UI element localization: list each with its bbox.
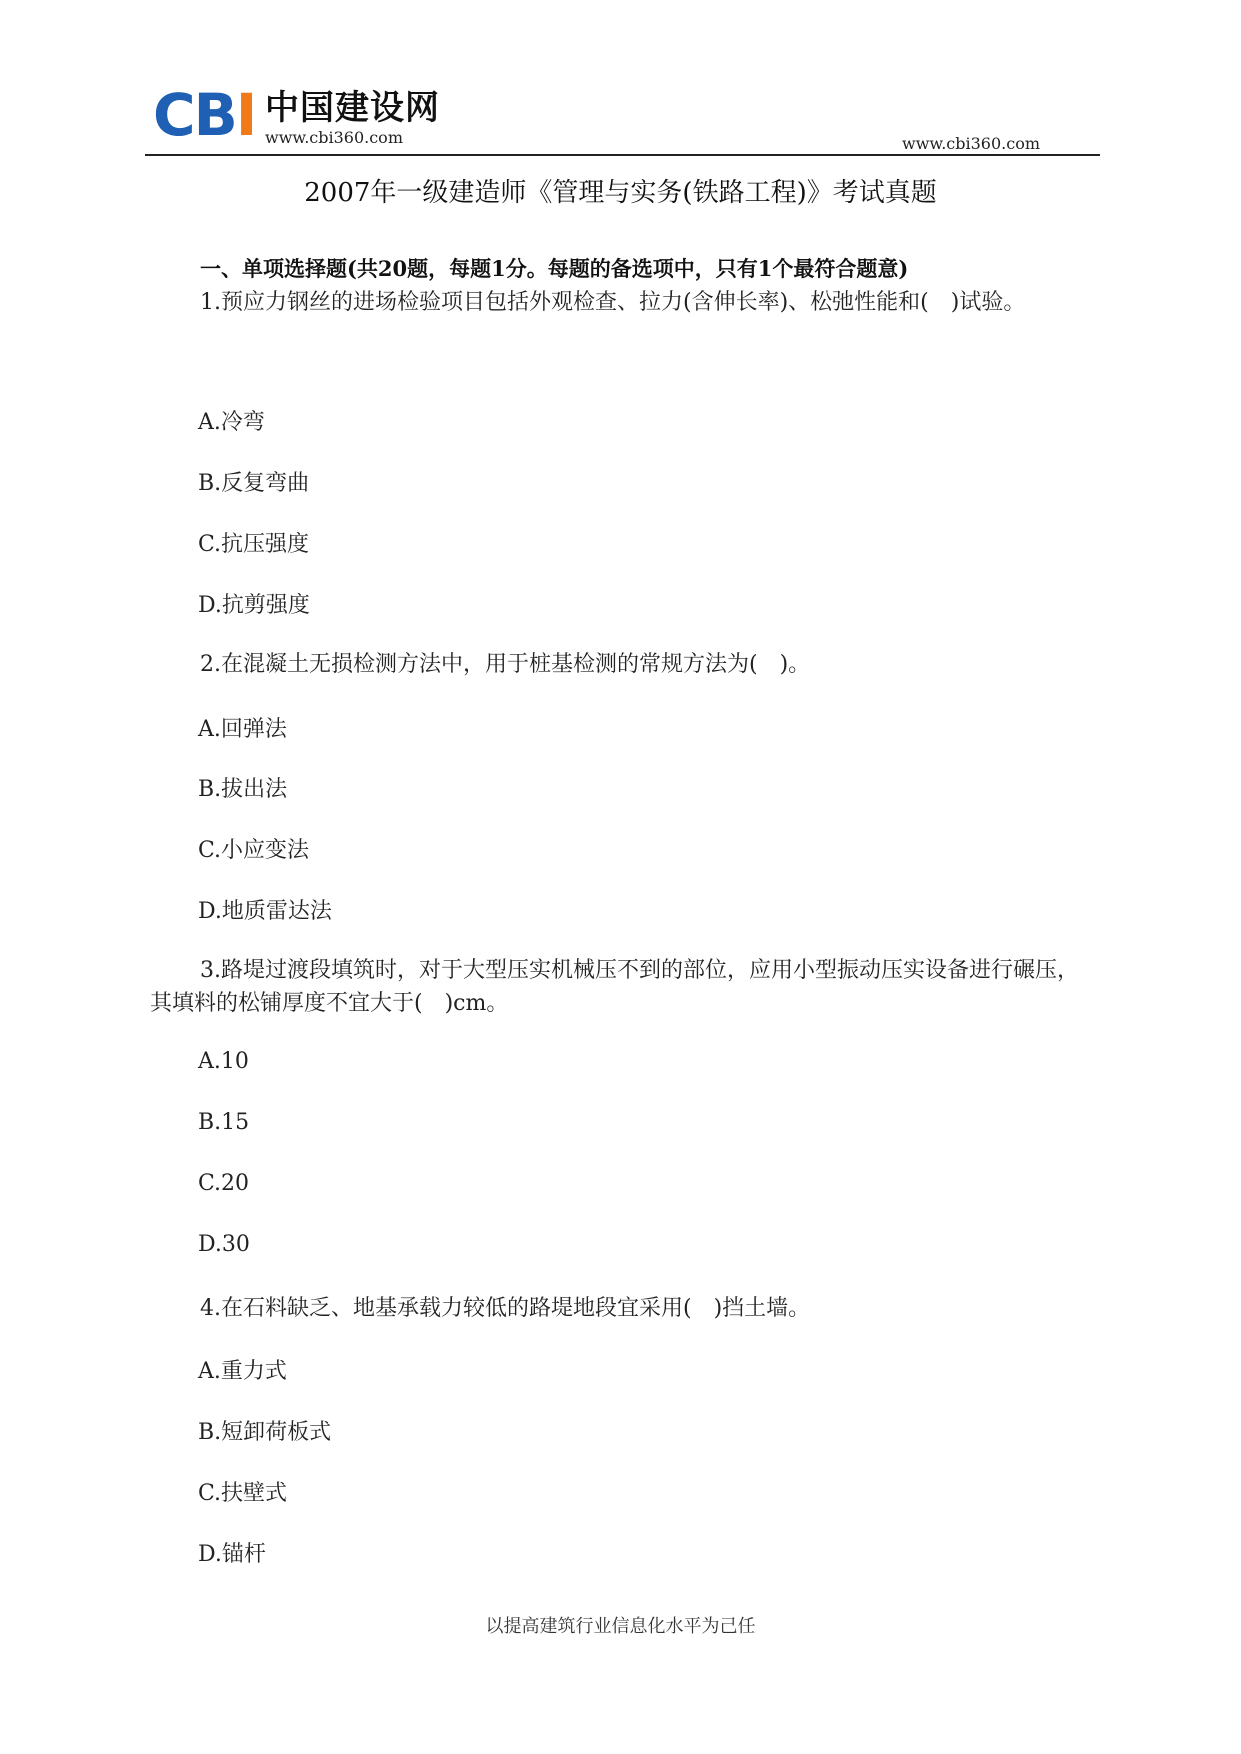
question-text: 1.预应力钢丝的进场检验项目包括外观检查、拉力(含伸长率)、松弛性能和( )试验。 [200,290,1026,315]
option-4c: C.扶壁式 [198,1481,288,1506]
question-1 [150,286,1100,319]
option-4b: B.短卸荷板式 [198,1420,332,1445]
header-divider [145,154,1100,156]
option-2c: C.小应变法 [198,838,310,863]
question-text: 4.在石料缺乏、地基承载力较低的路堤地段宜采用( )挡土墙。 [200,1296,811,1321]
logo-url: www.cbi360.com [265,128,403,147]
option-2a: A.回弹法 [198,717,287,742]
option-2b: B.拔出法 [198,777,288,802]
option-3c: C.20 [198,1171,250,1196]
option-1a: A.冷弯 [198,410,265,435]
option-4d: D.锚杆 [198,1542,266,1567]
option-2d: D.地质雷达法 [198,899,332,924]
question-2 [150,648,1100,681]
section-heading: 一、单项选择题(共20题，每题1分。每题的备选项中，只有1个最符合题意) [200,256,909,281]
page-footer: 以提高建筑行业信息化水平为己任 [485,1616,756,1637]
question-4 [150,1292,1100,1325]
question-text: 3.路堤过渡段填筑时，对于大型压实机械压不到的部位，应用小型振动压实设备进行碾压，其填料的松铺厚度不宜大于( )cm。 [150,958,1079,1016]
option-3a: A.10 [198,1049,249,1074]
document-title: 2007年一级建造师《管理与实务(铁路工程)》考试真题 [304,178,937,208]
option-3b: B.15 [198,1110,250,1135]
logo-chinese-name: 中国建设网 [265,88,440,128]
question-text: 2.在混凝土无损检测方法中，用于桩基检测的常规方法为( )。 [200,652,811,677]
option-1b: B.反复弯曲 [198,471,310,496]
option-1d: D.抗剪强度 [198,593,310,618]
header-url-link[interactable]: www.cbi360.com [902,134,1040,153]
cbi-logo[interactable] [153,81,473,150]
option-1c: C.抗压强度 [198,532,310,557]
option-4a: A.重力式 [198,1359,287,1384]
page-header [145,81,1100,160]
logo-mark: CBI [153,81,256,149]
option-3d: D.30 [198,1232,250,1257]
question-3 [150,954,1100,1020]
